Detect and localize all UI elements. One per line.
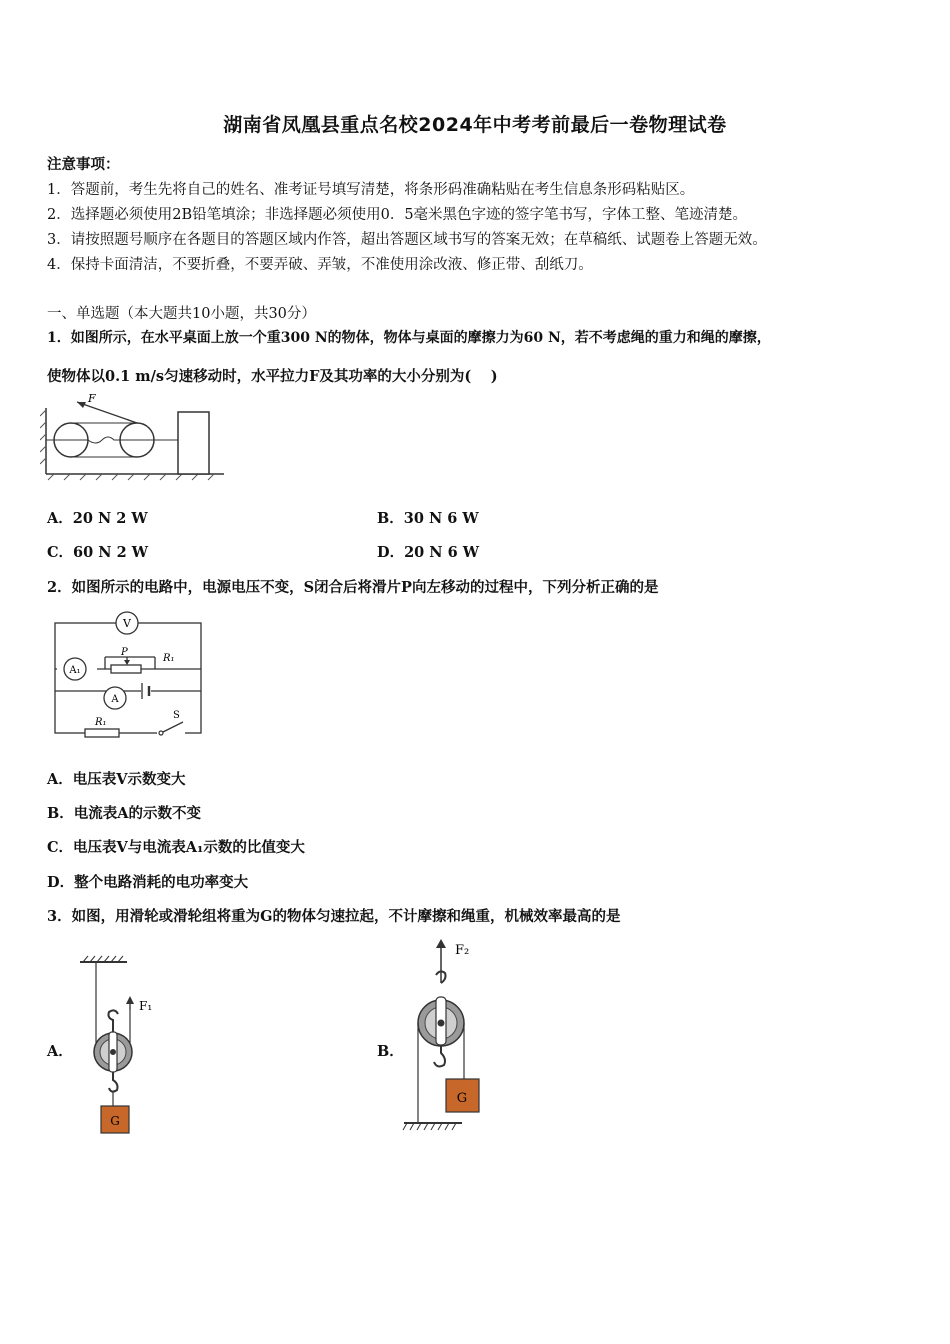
q3-force-f2-label: F₂ <box>455 943 470 958</box>
q2-option-a[interactable]: A．电压表V示数变大 <box>47 771 186 788</box>
notice-item-1: 1．答题前，考生先将自己的姓名、准考证号填写清楚，将条形码准确粘贴在考生信息条形码粘贴区。 <box>47 182 695 198</box>
q2-stem: 2．如图所示的电路中，电源电压不变，S闭合后将滑片P向左移动的过程中，下列分析正确的是 <box>47 579 659 596</box>
q2-slider-label: P <box>121 647 128 658</box>
notice-item-2: 2．选择题必须使用2B铅笔填涂；非选择题必须使用0．5毫米黑色字迹的签字笔书写，字体工整、笔迹清楚。 <box>47 207 748 223</box>
q2-resistor-top-label: R₁ <box>163 653 175 664</box>
q1-option-b[interactable]: B．30 N 6 W <box>377 510 479 527</box>
page-title: 湖南省凤凰县重点名校2024年中考考前最后一卷物理试卷 <box>223 114 727 136</box>
q2-switch-label: S <box>173 710 180 721</box>
section-heading: 一、单选题（本大题共10小题，共30分） <box>47 306 316 322</box>
notice-heading: 注意事项： <box>47 156 120 173</box>
q1-pulley-figure <box>40 390 230 482</box>
notice-item-4: 4．保持卡面清洁，不要折叠，不要弄破、弄皱，不准使用涂改液、修正带、刮纸刀。 <box>47 257 593 273</box>
q2-circuit-figure <box>45 607 210 742</box>
q1-stem-line2: 使物体以0.1 m/s匀速移动时，水平拉力F及其功率的大小分别为( ) <box>47 368 498 385</box>
notice-item-3: 3．请按照题号顺序在各题目的答题区域内作答，超出答题区域书写的答案无效；在草稿纸、试题卷上答题无效。 <box>47 232 767 248</box>
q2-ammeter-a-label: A <box>111 694 119 705</box>
q3-option-a[interactable]: A． <box>47 1043 73 1060</box>
q2-option-c[interactable]: C．电压表V与电流表A₁示数的比值变大 <box>47 839 305 856</box>
q3-force-f1-label: F₁ <box>139 999 153 1013</box>
q3-weight-b-label: G <box>456 1091 468 1106</box>
q1-option-a[interactable]: A．20 N 2 W <box>47 510 148 527</box>
q1-option-d[interactable]: D．20 N 6 W <box>377 544 480 561</box>
q1-option-c[interactable]: C．60 N 2 W <box>47 544 148 561</box>
q2-ammeter-a1-label: A₁ <box>69 665 81 676</box>
q3-stem: 3．如图，用滑轮或滑轮组将重为G的物体匀速拉起，不计摩擦和绳重，机械效率最高的是 <box>47 908 621 925</box>
q1-force-label: F <box>88 392 96 405</box>
q2-option-d[interactable]: D．整个电路消耗的电功率变大 <box>47 874 249 891</box>
q3-movable-pulley-figure <box>400 935 500 1135</box>
q1-stem-line1: 1．如图所示，在水平桌面上放一个重300 N的物体，物体与桌面的摩擦力为60 N，若不考虑绳的重力和绳的摩擦， <box>47 330 771 346</box>
q2-option-b[interactable]: B．电流表A的示数不变 <box>47 805 202 822</box>
q3-weight-a-label: G <box>110 1114 120 1128</box>
q2-voltmeter-label: V <box>123 617 131 630</box>
q3-fixed-pulley-figure <box>75 952 170 1142</box>
q3-option-b[interactable]: B． <box>377 1043 404 1060</box>
q2-resistor-bottom-label: R₁ <box>95 717 107 728</box>
